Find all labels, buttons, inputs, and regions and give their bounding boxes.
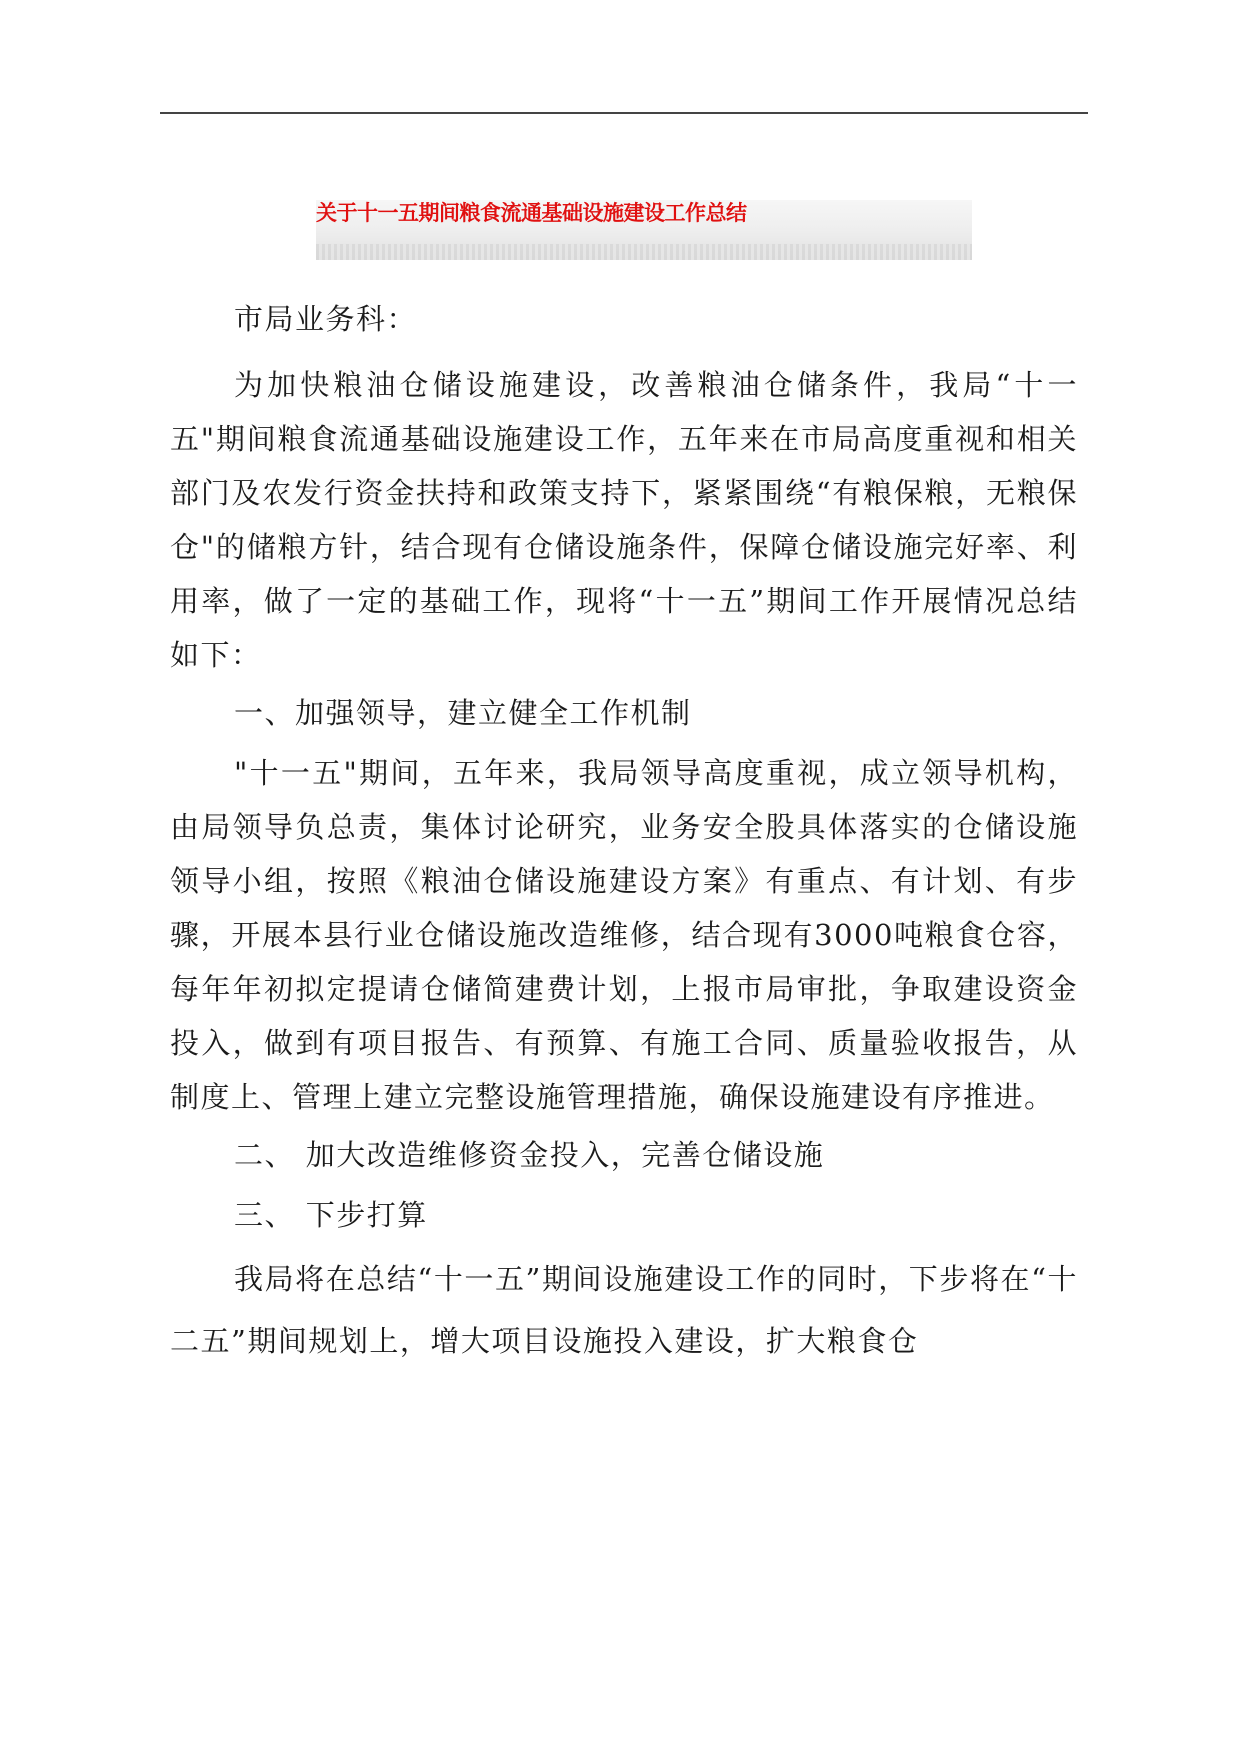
salutation: 市局业务科： xyxy=(234,302,418,336)
intro-paragraph: 为加快粮油仓储设施建设，改善粮油仓储条件，我局“十一五"期间粮食流通基础设施建设工作，五年来在市局高度重视和相关部门及农发行资金扶持和政策支持下，紧紧围绕“有粮保粮，无粮保仓"的储粮方针，结合现有仓储设施条件，保障仓储设施完好率、利用率，做了一定的基础工作，现将“十一五”期间工作开展情况总结如下： xyxy=(170,368,1078,672)
section-heading-3: 三、 下步打算 xyxy=(234,1198,428,1232)
section-heading-1: 一、加强领导，建立健全工作机制 xyxy=(234,696,692,730)
section-1-paragraph: "十一五"期间，五年来，我局领导高度重视，成立领导机构，由局领导负总责，集体讨论研究，业务安全股具体落实的仓储设施领导小组，按照《粮油仓储设施建设方案》有重点、有计划、有步骤，开展本县行业仓储设施改造维修，结合现有3000吨粮食仓容，每年年初拟定提请仓储简建费计划，上报市局审批，争取建设资金投入，做到有项目报告、有预算、有施工合同、质量验收报告，从制度上、管理上建立完整设施管理措施，确保设施建设有序推进。 xyxy=(170,756,1078,1114)
header-rule xyxy=(160,112,1088,114)
document-body xyxy=(170,292,1078,1372)
section-3-paragraph: 我局将在总结“十一五”期间设施建设工作的同时，下步将在“十二五”期间规划上，增大项目设施投入建设，扩大粮食仓 xyxy=(170,1262,1078,1358)
section-heading-2: 二、 加大改造维修资金投入，完善仓储设施 xyxy=(234,1138,825,1172)
document-title: 关于十一五期间粮食流通基础设施建设工作总结 xyxy=(316,201,747,225)
